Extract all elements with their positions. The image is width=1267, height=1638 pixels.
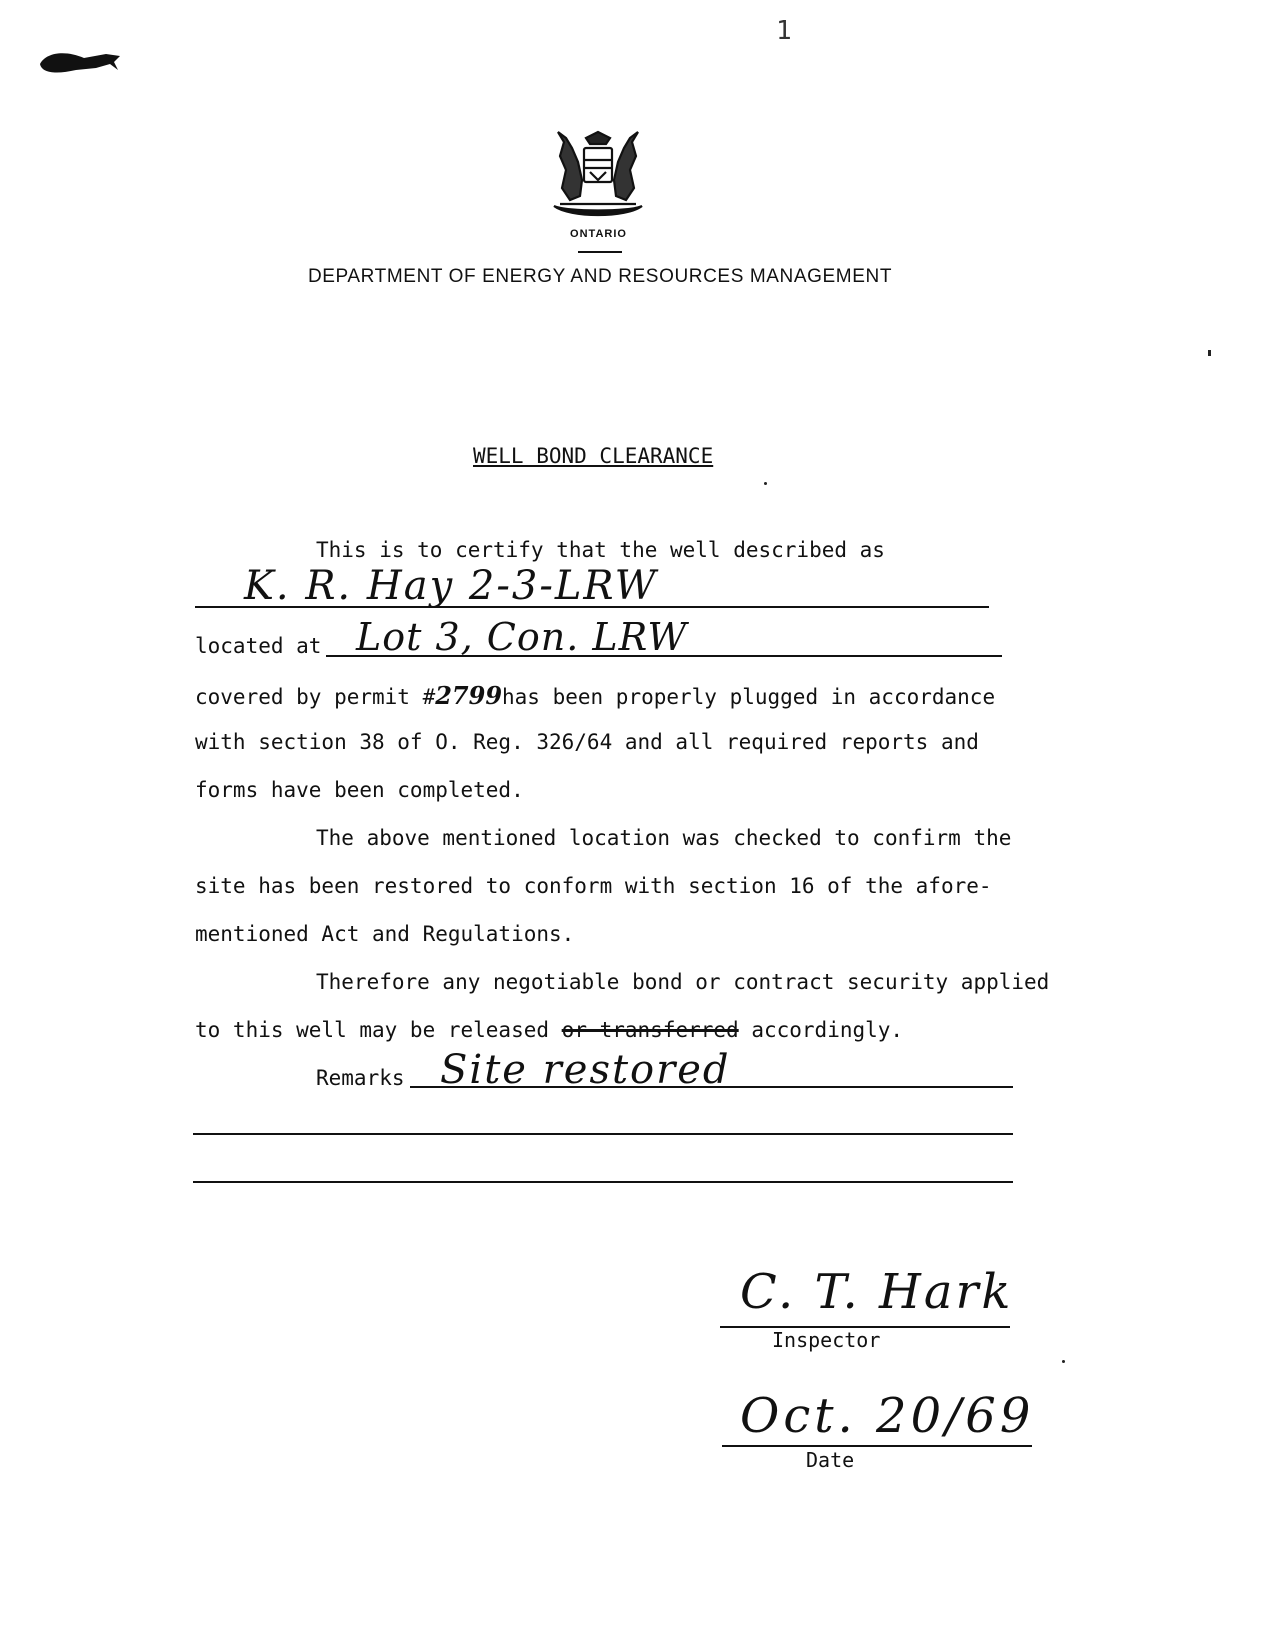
header-divider <box>578 251 622 253</box>
scan-speck <box>1208 350 1211 356</box>
scan-speck <box>764 482 767 485</box>
para3-line2 <box>195 1020 903 1041</box>
section38-line: with section 38 of O. Reg. 326/64 and all required reports and <box>195 730 979 754</box>
para3-line1: Therefore any negotiable bond or contract security applied <box>316 970 1050 994</box>
permit-prefix: covered by permit # <box>195 685 436 709</box>
date-label: Date <box>806 1448 855 1472</box>
top-margin-mark: 1 <box>776 16 792 46</box>
well-description-value: K. R. Hay 2-3-LRW <box>244 563 658 609</box>
department-name: DEPARTMENT OF ENERGY AND RESOURCES MANAGEMENT <box>307 266 893 287</box>
permit-suffix: has been properly plugged in accordance <box>502 685 996 709</box>
remarks-underline-1 <box>410 1086 1013 1088</box>
location-value: Lot 3, Con. LRW <box>356 615 688 659</box>
para2-line1: The above mentioned location was checked to confirm the <box>316 826 1012 850</box>
ontario-coat-of-arms-icon <box>550 126 646 222</box>
remarks-label: Remarks <box>316 1066 405 1090</box>
para3-prefix: to this well may be released <box>195 1018 550 1042</box>
date-value: Oct. 20/69 <box>740 1388 1035 1444</box>
date-line <box>722 1445 1032 1447</box>
para2-line2: site has been restored to conform with section 16 of the afore- <box>195 874 992 898</box>
remarks-underline-2 <box>193 1133 1013 1135</box>
location-underline <box>326 655 1002 657</box>
para2-line3: mentioned Act and Regulations. <box>195 922 575 946</box>
permit-line <box>195 681 996 710</box>
scan-speck <box>1062 1360 1065 1363</box>
inspector-label: Inspector <box>772 1328 881 1352</box>
located-at-label: located at <box>195 634 322 658</box>
inspector-signature-value: C. T. Hark <box>740 1264 1014 1320</box>
struck-text: or transferred <box>561 1018 739 1042</box>
intro-text: This is to certify that the well described as <box>316 538 885 562</box>
permit-number-value: 2799 <box>435 681 503 710</box>
well-description-underline <box>195 606 989 608</box>
remarks-underline-3 <box>193 1181 1013 1183</box>
province-label: ONTARIO <box>570 228 627 240</box>
forms-completed-line: forms have been completed. <box>195 778 524 802</box>
ink-blot-mark <box>36 40 126 80</box>
remarks-value: Site restored <box>440 1047 731 1093</box>
para3-suffix: accordingly. <box>751 1018 904 1042</box>
form-title: WELL BOND CLEARANCE <box>473 444 714 468</box>
